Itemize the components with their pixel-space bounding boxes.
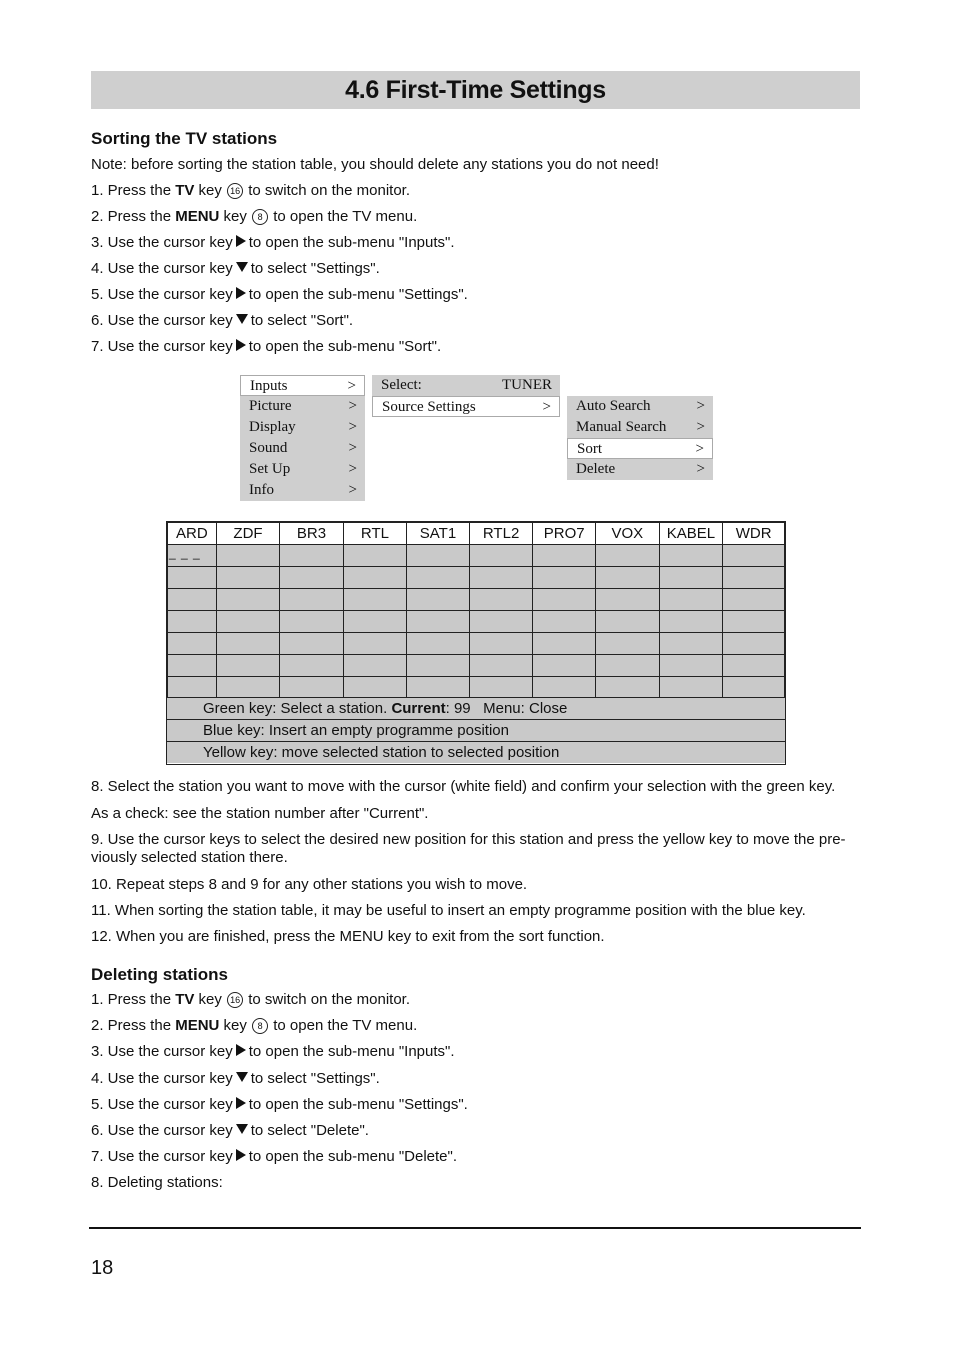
- step-text: 2. Press the: [91, 1017, 176, 1035]
- menu-item-source-settings[interactable]: Source Settings >: [372, 396, 560, 417]
- empty-slot-cell[interactable]: [723, 611, 785, 633]
- empty-slot-cell[interactable]: [343, 633, 406, 655]
- empty-slot-cell[interactable]: [533, 633, 596, 655]
- arrow-right-icon: [236, 1097, 246, 1109]
- station-table: [167, 522, 785, 699]
- sort-step-8: 8. Select the station you want to move with the cursor (white field) and confirm your selection with the green key.: [91, 778, 836, 795]
- empty-slot-cell[interactable]: [469, 655, 533, 677]
- sort-step-1: [91, 182, 410, 200]
- step-text: to switch on the monitor.: [244, 182, 410, 199]
- menu-item-inputs[interactable]: Inputs >: [240, 375, 365, 396]
- empty-slot-cell[interactable]: [407, 611, 470, 633]
- key-number-icon: 16: [227, 183, 243, 199]
- step-text: 6. Use the cursor key: [91, 312, 233, 329]
- empty-slot-cell[interactable]: [469, 677, 533, 699]
- grid-footer-blue: Blue key: Insert an empty programme position: [167, 719, 785, 741]
- delete-step-2: [91, 1017, 417, 1035]
- sort-step-10: 10. Repeat steps 8 and 9 for any other stations you wish to move.: [91, 876, 528, 893]
- empty-slot-cell[interactable]: [280, 567, 343, 589]
- key-name: TV: [175, 991, 195, 1008]
- empty-slot-cell[interactable]: [216, 545, 279, 567]
- empty-slot-cell[interactable]: [723, 633, 785, 655]
- main-menu: [240, 375, 365, 501]
- station-cell[interactable]: RTL: [343, 523, 406, 545]
- station-cell[interactable]: ZDF: [216, 523, 279, 545]
- arrow-right-icon: [236, 1044, 246, 1056]
- empty-slot-cell[interactable]: [343, 589, 406, 611]
- empty-slot-cell[interactable]: [343, 655, 406, 677]
- station-cell[interactable]: PRO7: [533, 523, 596, 545]
- step-text: 7. Use the cursor key: [91, 1148, 233, 1166]
- empty-slot-cell[interactable]: [533, 655, 596, 677]
- title-bar: [91, 71, 860, 109]
- empty-slot-cell[interactable]: [596, 545, 660, 567]
- empty-slot-cell[interactable]: [723, 655, 785, 677]
- footer-rule: [89, 1227, 861, 1229]
- empty-slot-cell[interactable]: [216, 677, 279, 699]
- inputs-menu: [372, 375, 560, 417]
- arrow-down-icon: [236, 1072, 248, 1082]
- step-text: to open the TV menu.: [269, 208, 418, 225]
- station-header-row: [168, 523, 785, 545]
- table-row: [168, 655, 785, 677]
- table-row: [168, 611, 785, 633]
- empty-slot-cell[interactable]: [407, 545, 470, 567]
- table-row: [168, 567, 785, 589]
- step-text: key: [194, 182, 227, 199]
- delete-step-5: [91, 1096, 468, 1114]
- menu-item-select[interactable]: Select: TUNER: [372, 375, 560, 396]
- step-text: 7. Use the cursor key: [91, 338, 233, 355]
- step-text: key: [219, 1017, 252, 1035]
- station-cell[interactable]: BR3: [280, 523, 343, 545]
- delete-step-3: [91, 1043, 455, 1061]
- sort-check-note: As a check: see the station number after "Current".: [91, 805, 429, 822]
- table-row: [168, 633, 785, 655]
- empty-slot-cell[interactable]: [533, 611, 596, 633]
- empty-slot-cell[interactable]: [469, 589, 533, 611]
- empty-slot-cell[interactable]: [723, 545, 785, 567]
- delete-section-heading: Deleting stations: [91, 965, 228, 984]
- page-number: 18: [91, 1257, 114, 1279]
- empty-slot-cell[interactable]: [469, 545, 533, 567]
- empty-slot-cell[interactable]: [659, 567, 723, 589]
- menu-item-sound[interactable]: Sound >: [240, 438, 365, 459]
- step-text: 1. Press the: [91, 182, 176, 199]
- arrow-down-icon: [236, 314, 248, 324]
- delete-step-7: [91, 1148, 457, 1166]
- station-cell[interactable]: VOX: [596, 523, 660, 545]
- step-text: to open the TV menu.: [269, 1017, 418, 1035]
- delete-step-4: [91, 1070, 380, 1088]
- empty-slot-cell[interactable]: [168, 677, 217, 699]
- step-text: to select "Sort".: [250, 312, 354, 329]
- empty-slot-cell[interactable]: [596, 655, 660, 677]
- empty-slot-cell[interactable]: [659, 589, 723, 611]
- station-cell[interactable]: KABEL: [659, 523, 723, 545]
- empty-slot-cell[interactable]: [596, 677, 660, 699]
- sort-grid: [166, 521, 786, 765]
- step-text: to open the sub-menu "Sort".: [248, 338, 442, 355]
- menu-item-sort[interactable]: Sort >: [567, 438, 713, 459]
- empty-slot-cell[interactable]: [168, 567, 217, 589]
- empty-slot-cell[interactable]: [659, 545, 723, 567]
- empty-slot-cell[interactable]: [280, 611, 343, 633]
- empty-slot-cell[interactable]: [407, 677, 470, 699]
- empty-slot-cell[interactable]: [343, 611, 406, 633]
- step-text: key: [194, 991, 227, 1008]
- sort-step-9: 9. Use the cursor keys to select the desired new position for this station and press the yellow key to move the pre-viously selected station there.: [91, 831, 846, 866]
- empty-slot-cell[interactable]: [216, 611, 279, 633]
- empty-slot-cell[interactable]: [596, 589, 660, 611]
- sort-step-11: 11. When sorting the station table, it may be useful to insert an empty programme position with the blue key.: [91, 902, 806, 919]
- empty-slot-cell[interactable]: [407, 633, 470, 655]
- sort-step-3: [91, 234, 455, 252]
- empty-slot-cell[interactable]: [659, 633, 723, 655]
- delete-step-8: [91, 1174, 223, 1192]
- step-text: 5. Use the cursor key: [91, 1095, 233, 1113]
- menu-item-manual-search[interactable]: Manual Search >: [567, 417, 713, 438]
- step-text: 3. Use the cursor key: [91, 1043, 233, 1061]
- empty-slot-cell[interactable]: [407, 589, 470, 611]
- sort-section-heading: Sorting the TV stations: [91, 129, 278, 148]
- empty-slot-cell[interactable]: [216, 567, 279, 589]
- empty-slot-cell[interactable]: [533, 589, 596, 611]
- empty-slot-cell[interactable]: [343, 567, 406, 589]
- step-text: to select "Settings".: [250, 260, 380, 277]
- step-text: 4. Use the cursor key: [91, 1069, 233, 1087]
- empty-slot-cell[interactable]: [533, 677, 596, 699]
- empty-slot-cell[interactable]: [596, 633, 660, 655]
- cursor-field: _ _ _: [169, 546, 201, 560]
- station-cell[interactable]: WDR: [723, 523, 785, 545]
- empty-slot-cell[interactable]: [168, 655, 217, 677]
- empty-slot-cell[interactable]: [168, 589, 217, 611]
- arrow-right-icon: [236, 287, 246, 299]
- step-text: to select "Settings".: [250, 1069, 380, 1087]
- sort-step-6: [91, 312, 353, 330]
- empty-slot-cell[interactable]: [723, 567, 785, 589]
- arrow-right-icon: [236, 339, 246, 351]
- empty-slot-cell[interactable]: [343, 677, 406, 699]
- arrow-right-icon: [236, 235, 246, 247]
- sort-step-5: [91, 286, 468, 304]
- step-text: to open the sub-menu "Inputs".: [248, 1043, 455, 1061]
- empty-slot-cell[interactable]: [469, 567, 533, 589]
- empty-slot-cell[interactable]: [343, 545, 406, 567]
- empty-slot-cell[interactable]: [280, 545, 343, 567]
- step-text: 5. Use the cursor key: [91, 286, 233, 303]
- sort-step-12: 12. When you are finished, press the MENU key to exit from the sort function.: [91, 928, 605, 945]
- empty-slot-cell[interactable]: [659, 655, 723, 677]
- key-number-icon: 8: [252, 1018, 268, 1034]
- empty-slot-cell[interactable]: [216, 655, 279, 677]
- arrow-down-icon: [236, 262, 248, 272]
- station-cell[interactable]: SAT1: [407, 523, 470, 545]
- empty-slot-cell[interactable]: [280, 655, 343, 677]
- empty-slot-cell[interactable]: [469, 633, 533, 655]
- table-row: [168, 545, 785, 567]
- empty-slot-cell[interactable]: [280, 677, 343, 699]
- empty-slot-cell[interactable]: [280, 633, 343, 655]
- step-text: 6. Use the cursor key: [91, 1122, 233, 1139]
- arrow-down-icon: [236, 1124, 248, 1134]
- empty-slot-cell[interactable]: [659, 611, 723, 633]
- empty-slot-cell[interactable]: [533, 567, 596, 589]
- key-number-icon: 16: [227, 992, 243, 1008]
- sort-step-4: [91, 260, 380, 278]
- step-text: 2. Press the: [91, 208, 176, 225]
- empty-slot-cell[interactable]: [469, 611, 533, 633]
- step-text: 3. Use the cursor key: [91, 234, 233, 251]
- empty-slot-cell[interactable]: [168, 633, 217, 655]
- sort-note: Note: before sorting the station table, you should delete any stations you do not need!: [91, 156, 659, 173]
- menu-item-delete[interactable]: Delete >: [567, 459, 713, 480]
- empty-slot-cell[interactable]: [168, 611, 217, 633]
- sort-step-7: [91, 338, 441, 356]
- empty-slot-cell[interactable]: [659, 677, 723, 699]
- step-text: 1. Press the: [91, 991, 176, 1008]
- station-cell[interactable]: ARD: [168, 523, 217, 545]
- page-title: 4.6 First-Time Settings: [345, 75, 606, 104]
- key-name: TV: [175, 182, 195, 199]
- menu-item-picture[interactable]: Picture >: [240, 396, 365, 417]
- step-text: key: [219, 208, 252, 225]
- empty-slot-cell[interactable]: [407, 655, 470, 677]
- empty-slot-cell[interactable]: [596, 611, 660, 633]
- settings-menu: [567, 396, 713, 480]
- delete-step-1: [91, 991, 410, 1009]
- empty-slot-cell[interactable]: [216, 633, 279, 655]
- empty-slot-cell[interactable]: [280, 589, 343, 611]
- step-text: to open the sub-menu "Delete".: [248, 1148, 458, 1166]
- table-row: [168, 589, 785, 611]
- empty-slot-cell[interactable]: [533, 545, 596, 567]
- key-number-icon: 8: [252, 209, 268, 225]
- table-row: [168, 677, 785, 699]
- menu-item-display[interactable]: Display >: [240, 417, 365, 438]
- sort-step-2: [91, 208, 417, 226]
- step-text: to switch on the monitor.: [244, 991, 410, 1008]
- grid-footer-yellow: Yellow key: move selected station to selected position: [167, 741, 785, 763]
- empty-slot-cell[interactable]: [407, 567, 470, 589]
- step-text: to open the sub-menu "Settings".: [248, 286, 468, 303]
- key-name: MENU: [175, 1017, 220, 1035]
- step-text: to select "Delete".: [250, 1122, 369, 1139]
- menu-item-info[interactable]: Info >: [240, 480, 365, 501]
- delete-step-6: [91, 1122, 369, 1140]
- empty-slot-cell[interactable]: [216, 589, 279, 611]
- empty-slot-cell[interactable]: [723, 589, 785, 611]
- step-text: 4. Use the cursor key: [91, 260, 233, 277]
- menu-item-auto-search[interactable]: Auto Search >: [567, 396, 713, 417]
- step-text: 8. Deleting stations:: [91, 1174, 223, 1192]
- arrow-right-icon: [236, 1149, 246, 1161]
- station-cell[interactable]: RTL2: [469, 523, 533, 545]
- empty-slot-cell[interactable]: [723, 677, 785, 699]
- menu-item-setup[interactable]: Set Up >: [240, 459, 365, 480]
- step-text: to open the sub-menu "Settings".: [248, 1095, 468, 1113]
- step-text: to open the sub-menu "Inputs".: [248, 234, 455, 251]
- empty-slot-cell[interactable]: [596, 567, 660, 589]
- key-name: MENU: [175, 208, 220, 225]
- grid-footer-green: Green key: Select a station. Current: 99 Menu: Close: [167, 697, 785, 719]
